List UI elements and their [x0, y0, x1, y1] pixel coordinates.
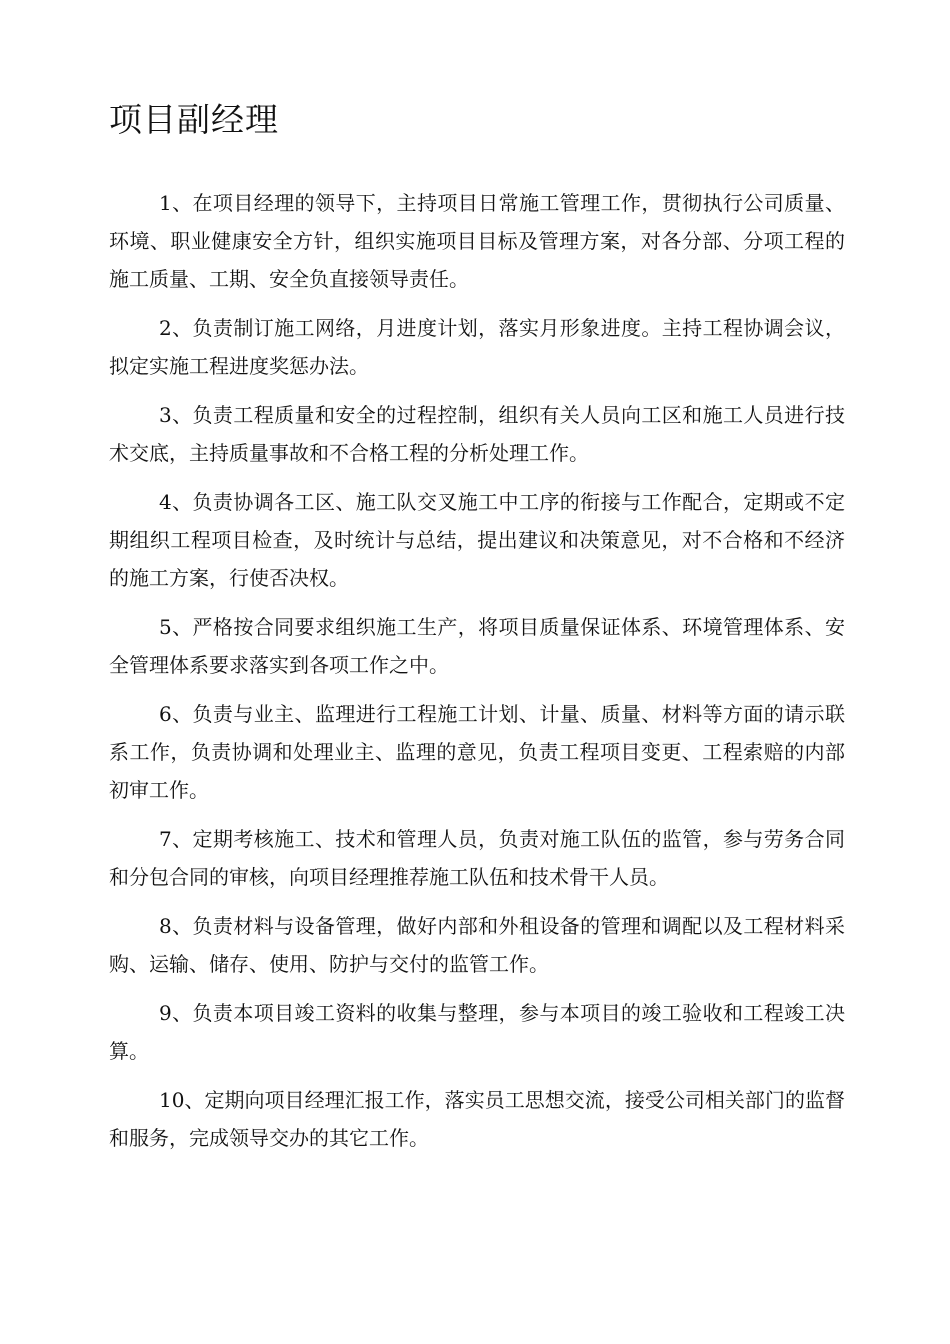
paragraph-6: 6、负责与业主、监理进行工程施工计划、计量、质量、材料等方面的请示联系工作，负责协调和处理业主、监理的意见，负责工程项目变更、工程索赔的内部初审工作。 — [109, 702, 845, 802]
paragraph-2: 2、负责制订施工网络，月进度计划，落实月形象进度。主持工程协调会议，拟定实施工程进度奖惩办法。 — [109, 316, 845, 378]
paragraph-5: 5、严格按合同要求组织施工生产，将项目质量保证体系、环境管理体系、安全管理体系要求落实到各项工作之中。 — [109, 615, 845, 677]
paragraph-1: 1、在项目经理的领导下，主持项目日常施工管理工作，贯彻执行公司质量、环境、职业健康安全方针，组织实施项目目标及管理方案，对各分部、分项工程的施工质量、工期、安全负直接领导责任。 — [109, 191, 845, 291]
document-body — [109, 184, 845, 1168]
paragraph-4: 4、负责协调各工区、施工队交叉施工中工序的衔接与工作配合，定期或不定期组织工程项目检查，及时统计与总结，提出建议和决策意见，对不合格和不经济的施工方案，行使否决权。 — [109, 490, 845, 590]
paragraph-3: 3、负责工程质量和安全的过程控制，组织有关人员向工区和施工人员进行技术交底，主持质量事故和不合格工程的分析处理工作。 — [109, 403, 845, 465]
paragraph-8: 8、负责材料与设备管理，做好内部和外租设备的管理和调配以及工程材料采购、运输、储存、使用、防护与交付的监管工作。 — [109, 914, 845, 976]
document-title: 项目副经理 — [109, 100, 279, 139]
paragraph-10: 10、定期向项目经理汇报工作，落实员工思想交流，接受公司相关部门的监督和服务，完成领导交办的其它工作。 — [109, 1088, 845, 1150]
paragraph-9: 9、负责本项目竣工资料的收集与整理，参与本项目的竣工验收和工程竣工决算。 — [109, 1001, 845, 1063]
paragraph-7: 7、定期考核施工、技术和管理人员，负责对施工队伍的监管，参与劳务合同和分包合同的审核，向项目经理推荐施工队伍和技术骨干人员。 — [109, 827, 845, 889]
